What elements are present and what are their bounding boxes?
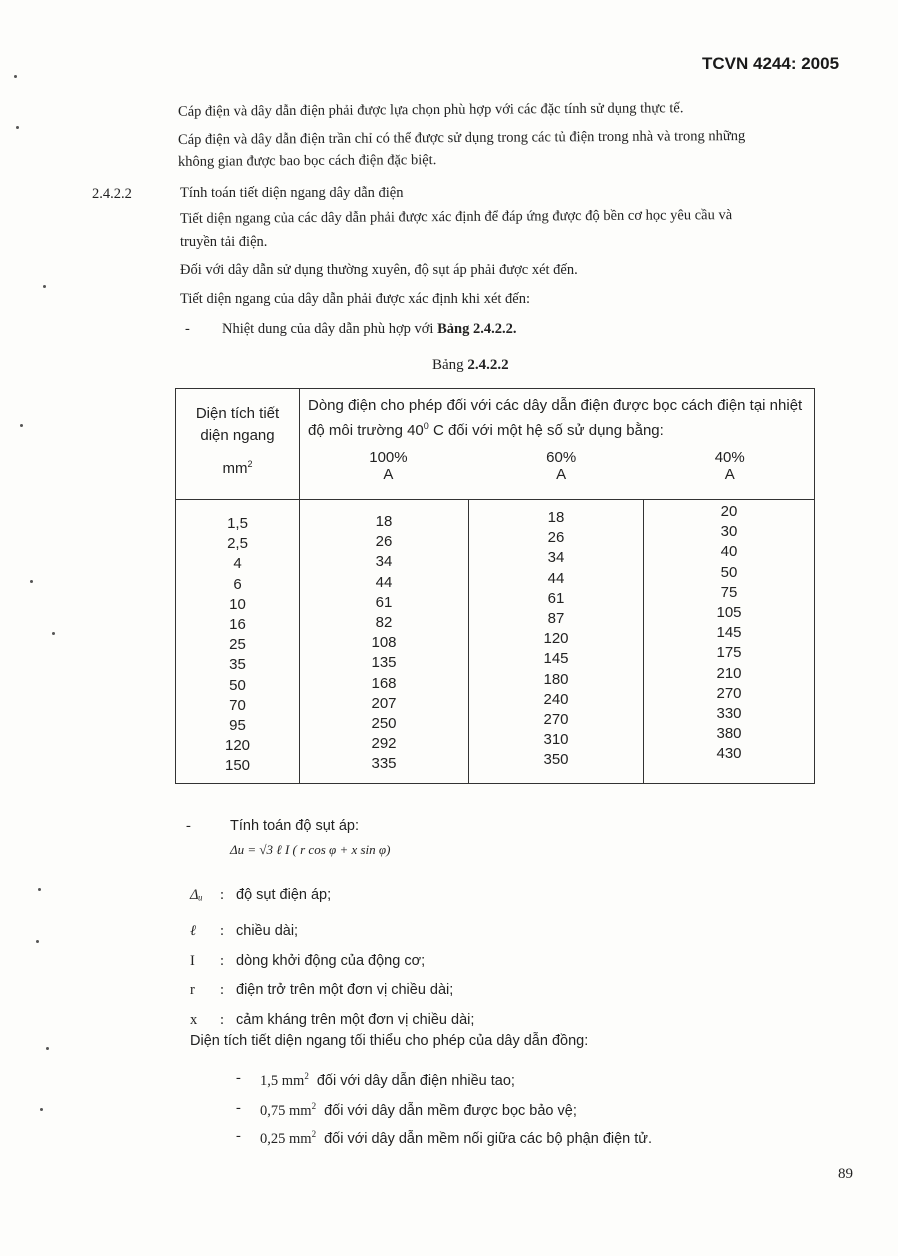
- area-cell: 120: [224, 737, 251, 755]
- definition-separator: :: [220, 1012, 225, 1028]
- current-100-cell: 292: [371, 735, 397, 753]
- area-header-label-2: diện ngang: [200, 427, 275, 444]
- current-100-cell: 26: [375, 533, 393, 551]
- scan-speck: [46, 1047, 49, 1050]
- definition-separator: :: [220, 953, 225, 969]
- subheader-60: 60% A: [546, 449, 577, 483]
- definition-separator: :: [220, 982, 225, 998]
- current-40-cell: 175: [716, 644, 742, 662]
- definition-text: cảm kháng trên một đơn vị chiều dài;: [236, 1012, 475, 1028]
- current-100-cell: 207: [371, 694, 397, 712]
- current-100-cell: 82: [375, 614, 393, 632]
- current-60-cell: 350: [543, 751, 569, 769]
- area-cell: 70: [229, 696, 246, 714]
- current-header-line-1: Dòng điện cho phép đối với các dây dẫn điện được bọc cách điện tại nhiệt: [308, 397, 803, 414]
- current-40-cell: 50: [720, 563, 738, 581]
- definition-text: điện trở trên một đơn vị chiều dài;: [236, 982, 454, 998]
- area-cell: 16: [229, 616, 246, 634]
- current-40-cell: 145: [716, 624, 742, 642]
- current-60-cell: 34: [547, 549, 565, 567]
- min-area-dash: -: [236, 1100, 241, 1116]
- area-cell: 4: [233, 555, 242, 573]
- area-cell: 35: [229, 656, 246, 674]
- definition-text: độ sụt điện áp;: [236, 887, 332, 903]
- paragraph-1: Cáp điện và dây dẫn điện phải được lựa chọn phù hợp với các đặc tính sử dụng thực tế.: [177, 100, 684, 120]
- definition-symbol: x: [190, 1012, 198, 1028]
- current-60-cell: 270: [543, 711, 569, 729]
- current-capacity-table: [175, 388, 815, 784]
- current-60-cell: 240: [543, 690, 569, 708]
- area-header-unit: $mm^2$: [222, 459, 253, 477]
- table-caption-number: 2.4.2.2: [467, 357, 509, 373]
- area-cell: 25: [229, 636, 246, 654]
- scan-speck: [30, 580, 33, 583]
- current-100-cell: 18: [375, 513, 393, 530]
- paragraph-2-line-1: Cáp điện và dây dẫn điện trần chỉ có thể được sử dụng trong các tủ điện trong nhà và trong những: [177, 128, 746, 148]
- scan-speck: [43, 285, 46, 288]
- min-area-item: 0,75 $mm^2$ đối với dây dẫn mềm được bọc bảo vệ;: [260, 1101, 577, 1119]
- paragraph-3-line-2: truyền tải điện.: [180, 234, 268, 250]
- min-area-dash: -: [236, 1128, 241, 1144]
- scan-speck: [38, 888, 41, 891]
- paragraph-5: Tiết diện ngang của dây dẫn phải được xác định khi xét đến:: [180, 291, 531, 307]
- bullet-1: [222, 318, 516, 340]
- current-40-cell: 30: [720, 523, 738, 541]
- current-60-cell: 180: [543, 670, 569, 688]
- paragraph-4: Đối với dây dẫn sử dụng thường xuyên, độ sụt áp phải được xét đến.: [180, 262, 578, 278]
- area-cell: 2,5: [227, 535, 248, 553]
- definition-symbol: r: [190, 982, 195, 998]
- current-60-cell: 310: [543, 731, 569, 749]
- definition-symbol: Δᵤ: [190, 887, 203, 903]
- area-cell: 1,5: [227, 515, 248, 532]
- document-code: TCVN 4244: 2005: [702, 54, 840, 73]
- current-60-cell: 145: [543, 650, 569, 668]
- table-caption-prefix: Bảng: [432, 357, 468, 373]
- scan-speck: [16, 126, 19, 129]
- current-100-cell: 34: [375, 553, 393, 571]
- bullet-1-text: Nhiệt dung của dây dẫn phù hợp với: [222, 321, 438, 337]
- voltage-drop-formula: Δu = √3 ℓ I ( r cos φ + x sin φ): [230, 842, 391, 857]
- min-area-dash: -: [236, 1070, 241, 1086]
- min-area-intro: Diện tích tiết diện ngang tối thiểu cho phép của dây dẫn đồng:: [190, 1033, 589, 1049]
- current-header-cell: [300, 389, 815, 500]
- current-60-cell: 18: [547, 509, 565, 526]
- current-40-cell: 210: [716, 664, 742, 682]
- current-40-cell: 330: [716, 705, 742, 723]
- current-40-cell: 270: [716, 684, 742, 702]
- current-40-cell: 105: [716, 604, 742, 622]
- current-60-cell: 120: [543, 630, 569, 648]
- area-header-cell: [176, 389, 300, 500]
- page-number: 89: [838, 1166, 853, 1182]
- current-40-cell: 20: [720, 503, 738, 520]
- current-100-cell: 135: [371, 654, 397, 672]
- current-60-cell: 61: [547, 589, 565, 607]
- table-caption: [432, 357, 509, 374]
- area-cell: 95: [229, 717, 246, 735]
- definition-text: chiều dài;: [236, 923, 299, 939]
- area-header-label-1: Diện tích tiết: [195, 405, 280, 422]
- voltage-drop-title: Tính toán độ sụt áp:: [230, 818, 359, 834]
- current-40-column: [644, 500, 815, 784]
- area-cell: 6: [233, 575, 242, 593]
- current-60-cell: 44: [547, 569, 565, 587]
- current-100-cell: 168: [371, 674, 397, 692]
- definition-symbol: I: [190, 953, 195, 969]
- current-100-cell: 250: [371, 715, 397, 733]
- area-column: [176, 500, 300, 784]
- current-40-cell: 380: [716, 725, 742, 743]
- current-header-line-2: độ môi trường $40^0$ C đối với một hệ số sử dụng bằng:: [308, 421, 664, 439]
- current-40-cell: 430: [716, 745, 742, 763]
- paragraph-2-line-2: không gian được bao bọc cách điện đặc biệt.: [177, 152, 437, 170]
- bullet-1-ref: Bảng 2.4.2.2.: [437, 321, 517, 337]
- bullet-dash: -: [185, 321, 190, 337]
- current-100-cell: 61: [375, 593, 393, 611]
- scan-speck: [14, 75, 17, 78]
- section-number: 2.4.2.2: [92, 186, 132, 202]
- area-cell: 50: [229, 676, 246, 694]
- subheader-40: 40% A: [714, 449, 745, 483]
- current-100-cell: 335: [371, 755, 397, 773]
- scan-speck: [20, 424, 23, 427]
- definition-separator: :: [220, 887, 225, 903]
- scan-speck: [36, 940, 39, 943]
- current-40-cell: 40: [720, 543, 738, 561]
- current-60-column: [469, 500, 644, 784]
- current-100-cell: 108: [371, 634, 397, 652]
- scan-speck: [40, 1108, 43, 1111]
- area-cell: 10: [229, 595, 246, 613]
- definition-text: dòng khởi động của động cơ;: [236, 953, 426, 969]
- subheader-100: 100% A: [369, 449, 408, 483]
- current-100-cell: 44: [375, 573, 393, 591]
- min-area-item: 0,25 $mm^2$ đối với dây dẫn mềm nối giữa các bộ phận điện tử.: [260, 1129, 653, 1147]
- section-title: Tính toán tiết diện ngang dây dẫn điện: [180, 185, 404, 201]
- definition-separator: :: [220, 923, 225, 939]
- current-60-cell: 87: [547, 610, 565, 628]
- min-area-item: 1,5 $mm^2$ đối với dây dẫn điện nhiều tao;: [260, 1071, 515, 1089]
- current-40-cell: 75: [720, 583, 738, 601]
- paragraph-3-line-1: Tiết diện ngang của các dây dẫn phải được xác định để đáp ứng được độ bền cơ học yêu cầu và: [179, 207, 733, 227]
- current-100-column: [300, 500, 469, 784]
- voltage-drop-dash: -: [186, 818, 191, 834]
- usage-factor-subheaders: [300, 449, 814, 483]
- area-cell: 150: [224, 757, 251, 775]
- definition-symbol: ℓ: [190, 923, 197, 939]
- current-60-cell: 26: [547, 529, 565, 547]
- scan-speck: [52, 632, 55, 635]
